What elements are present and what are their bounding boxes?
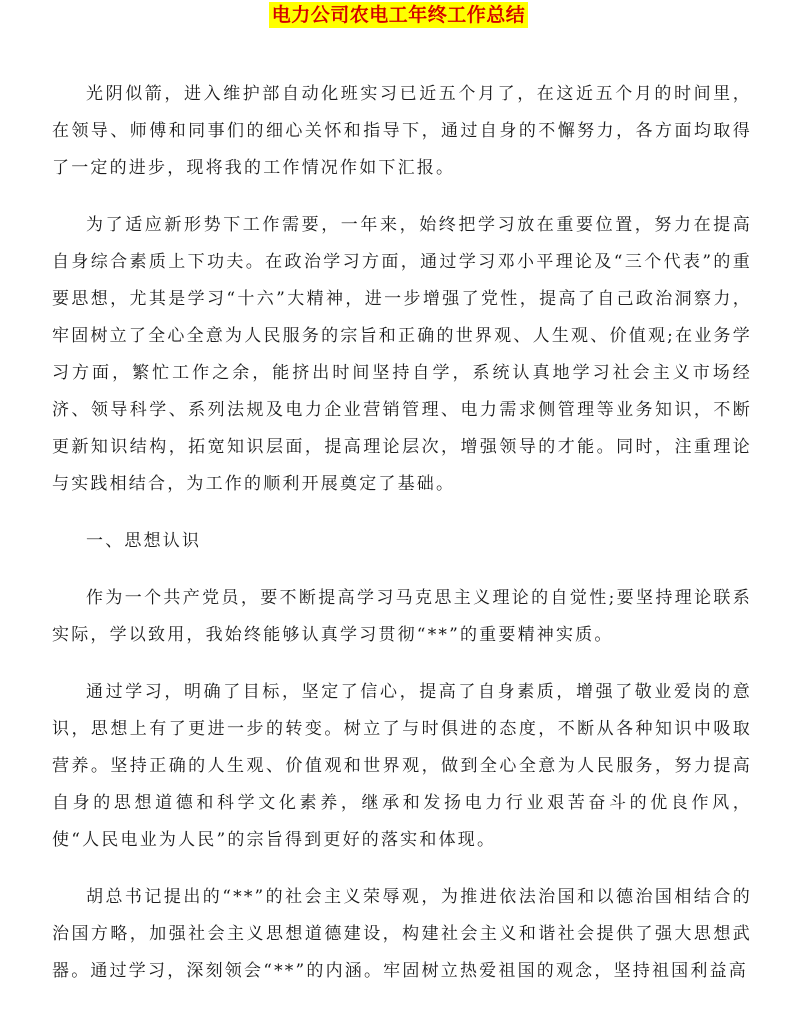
paragraph-intro: 光阴似箭，进入维护部自动化班实习已近五个月了，在这近五个月的时间里，在领导、师傅和同事们的细心关怀和指导下，通过自身的不懈努力，各方面均取得了一定的进步，现将我的工作情况作如下汇报。	[52, 84, 752, 178]
paragraph-party-member: 作为一个共产党员，要不断提高学习马克思主义理论的自觉性;要坚持理论联系实际，学以致用，我始终能够认真学习贯彻“**”的重要精神实质。	[52, 588, 752, 645]
paragraph-learning-results: 通过学习，明确了目标，坚定了信心，提高了自身素质，增强了敬业爱岗的意识，思想上有了更进一步的转变。树立了与时俱进的态度，不断从各种知识中吸取营养。坚持正确的人生观、价值观和世界观，做到全心全意为人民服务，努力提高自身的思想道德和科学文化素养，继承和发扬电力行业艰苦奋斗的优良作风，使“人民电业为人民”的宗旨得到更好的落实和体现。	[52, 682, 752, 850]
document-title: 电力公司农电工年终工作总结	[269, 2, 529, 28]
title-bar	[0, 0, 797, 32]
paragraph-study: 为了适应新形势下工作需要，一年来，始终把学习放在重要位置，努力在提高自身综合素质上下功夫。在政治学习方面，通过学习邓小平理论及“三个代表”的重要思想，尤其是学习“十六”大精神，进一步增强了党性，提高了自己政治洞察力，牢固树立了全心全意为人民服务的宗旨和正确的世界观、人生观、价值观;在业务学习方面，繁忙工作之余，能挤出时间坚持自学，系统认真地学习社会主义市场经济、领导科学、系列法规及电力企业营销管理、电力需求侧管理等业务知识，不断更新知识结构，拓宽知识层面，提高理论层次，增强领导的才能。同时，注重理论与实践相结合，为工作的顺利开展奠定了基础。	[52, 215, 752, 494]
document-body	[52, 76, 752, 1010]
section-heading-thought: 一、思想认识	[86, 531, 202, 551]
paragraph-honor-view: 胡总书记提出的“**”的社会主义荣辱观，为推进依法治国和以德治国相结合的治国方略，加强社会主义思想道德建设，构建社会主义和谐社会提供了强大思想武器。通过学习，深刻领会“**”的内涵。牢固树立热爱祖国的观念，坚持祖国利益高	[52, 887, 752, 981]
